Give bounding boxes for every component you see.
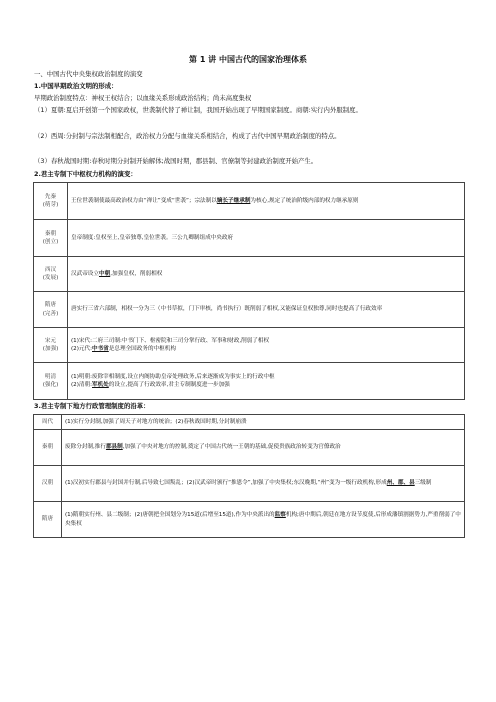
table-row [34,183,465,220]
content-cell: 唐实行三省六部制，相权一分为三（中书草拟，门下审核，尚书执行）既削弱了相权,又能保证皇权独尊,同时也提高了行政效率 [68,292,465,328]
subsection-heading-3: 3.君主专制下地方行政管理制度的沿革： [34,402,150,410]
era-cell: 周代 [34,415,62,430]
table-row [34,292,465,328]
era-cell: 秦朝 [34,430,62,466]
table-row [34,466,465,502]
subsection-heading-1: 1.中国早期政治文明的形成： [34,82,118,90]
content-cell: (1)宋代:二府三司制:中书门下、枢密院和三司分掌行政、军事和财政,削弱了相权 (2)元代:中书省是总理全国政务的中枢机构 [68,328,465,363]
subsection-heading-2: 2.君主专制下中枢权力机构的演变： [34,170,137,178]
features-line: 早期政治制度特点：神权王权结合；以血缘关系形成政治结构；尚未高度集权 [34,94,252,102]
paragraph-xia-shang: （1）夏朝:夏启开创第一个国家政权，世袭制代替了禅让制，我国开始出现了早期国家制度。商朝:实行内外服制度。 [34,106,362,114]
content-cell: (1)实行分封制,加强了周天子对地方的统治；(2)春秋战国时期,分封制崩溃 [62,415,465,430]
table-row [34,257,465,292]
content-cell: 废除分封制,推行郡县制,加强了中央对地方的控制,奠定了中国古代统一王朝的基础,促使贵族政治转变为官僚政治 [62,430,465,466]
page-title: 第 1 讲 中国古代的国家治理体系 [189,55,307,64]
content-cell: 王位世袭制使最高政治权力由“禅让”变成“世袭”；宗法制以嫡长子继承制为核心,规定了统治阶级内部的权力继承原则 [68,183,465,220]
era-cell: 隋唐 [34,502,62,538]
era-cell: 秦朝 (创立) [34,220,68,257]
era-cell: 宋元 (加强) [34,328,68,363]
section-heading: 一、中国古代中央集权政治制度的演变 [34,70,143,78]
era-cell: 隋唐 (完善) [34,292,68,328]
content-cell: (1)汉初实行郡县与封国并行制,后导致七国叛乱；(2)汉武帝时颁行“推恩令”,加强了中央集权;东汉晚期,“州”变为一级行政机构,形成州、郡、县三级制 [62,466,465,502]
era-cell: 先秦 (萌芽) [34,183,68,220]
paragraph-spring-autumn: （3）春秋战国时期:春秋时期分封制开始解体;战国时期，郡县制、官僚制等封建政治制度开始产生。 [34,157,318,165]
table-row [34,220,465,257]
table-row [34,328,465,363]
era-cell: 明清 (强化) [34,363,68,400]
table-row [34,415,465,430]
era-cell: 西汉 (发展) [34,257,68,292]
table-row [34,363,465,400]
table-row [34,502,465,538]
content-cell: (1)明朝:废除宰相制度,设立内阁协助皇帝处理政务,后来逐渐成为事实上的行政中枢 (2)清朝:军机处的设立,提高了行政效率,君主专制制度进一步加强 [68,363,465,400]
content-cell: 汉武帝设立中朝,加强皇权，削弱相权 [68,257,465,292]
table-row [34,430,465,466]
paragraph-western-zhou: （2）西周:分封制与宗法制相配合，政治权力分配与血缘关系相结合，构成了古代中国早期政治制度的特点。 [34,132,341,140]
content-cell: 皇帝制度:皇权至上,皇帝独尊,皇位世袭。三公九卿制组成中央政府 [68,220,465,257]
content-cell: (1)隋朝实行州、县二级制；(2)唐朝把全国划分为15道(后增至15道),作为中央派出的监察机构;唐中期后,朝廷在地方设节度使,后形成藩镇割据势力,严重削弱了中央集权 [62,502,465,538]
local-administration-table [33,414,465,538]
central-institutions-table [33,182,465,400]
era-cell: 汉朝 [34,466,62,502]
